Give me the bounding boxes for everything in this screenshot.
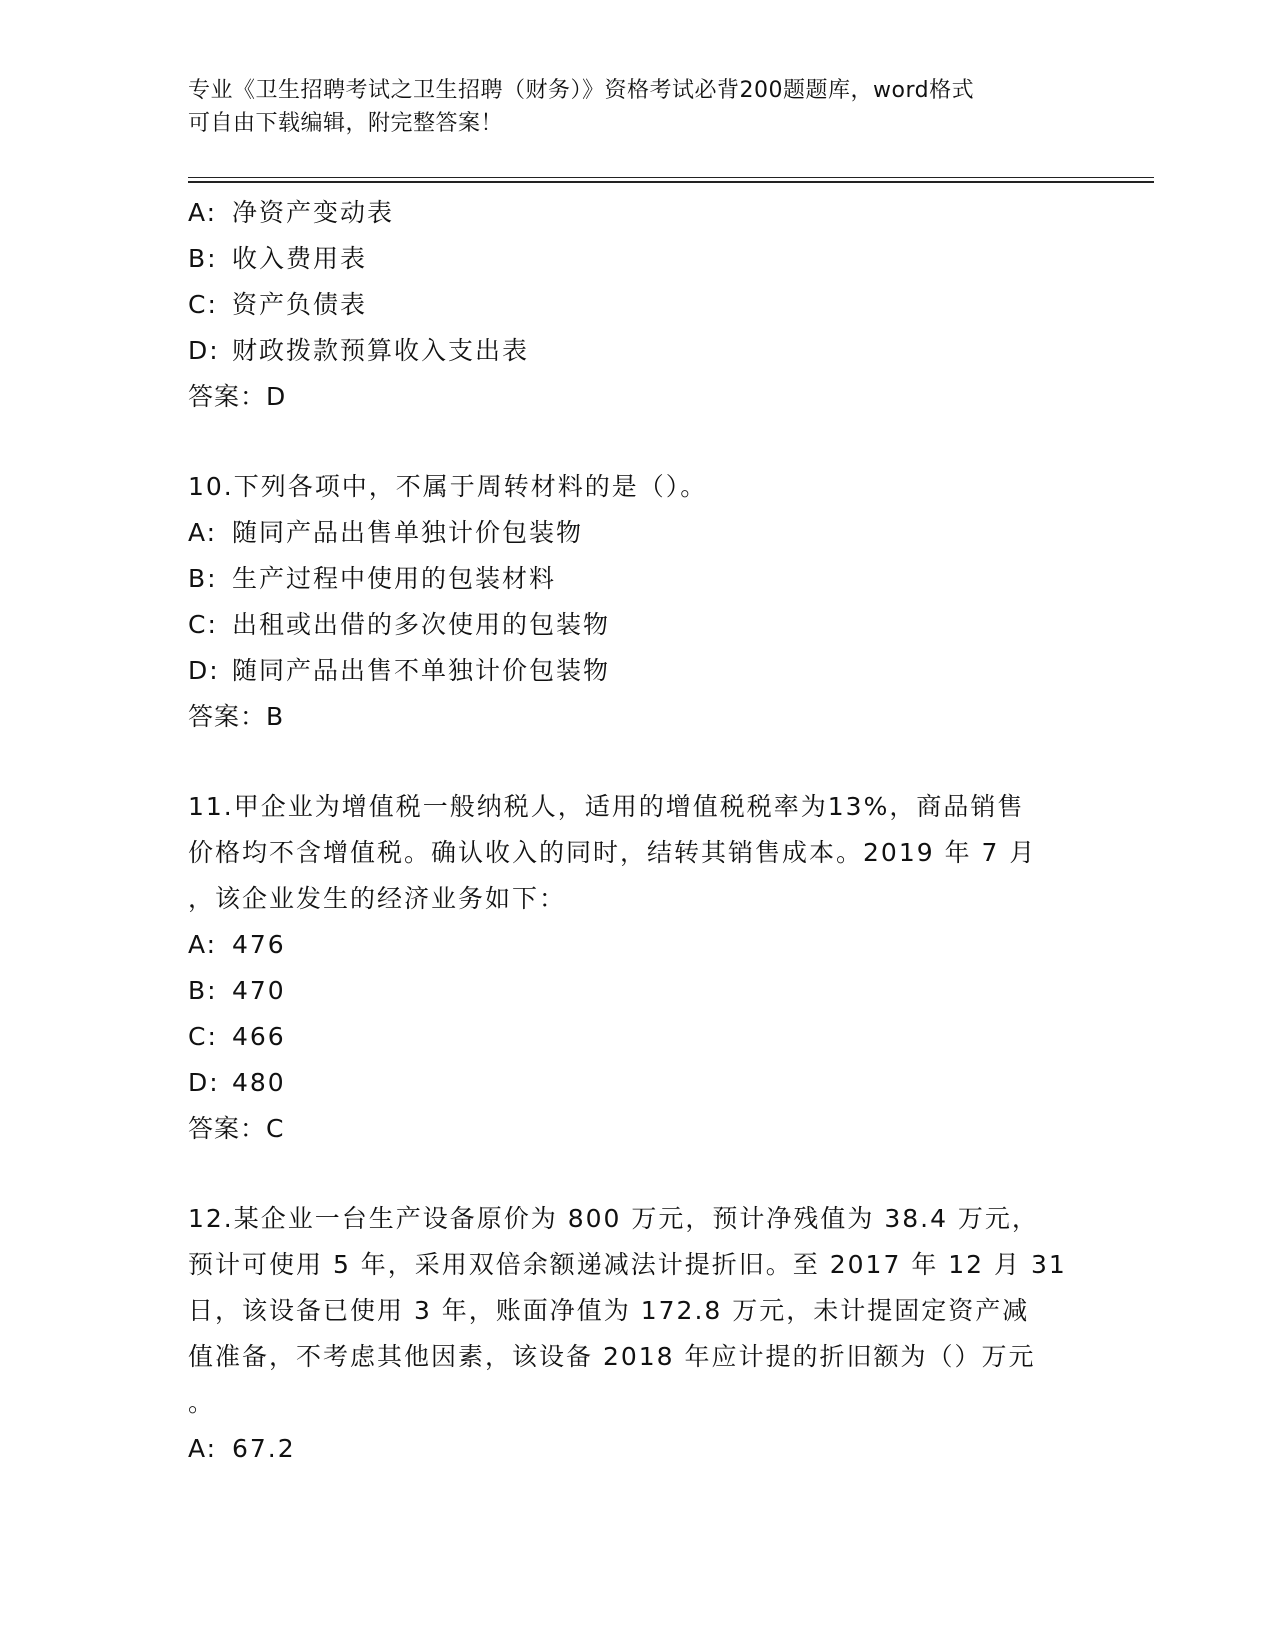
option-text: 67.2	[232, 1434, 296, 1463]
question-gap	[188, 1152, 1088, 1196]
option-text: 收入费用表	[232, 244, 368, 273]
answer-key: 答案：C	[188, 1114, 285, 1143]
answer-option	[188, 510, 1088, 556]
answer-option	[188, 1014, 1088, 1060]
answer-option	[188, 968, 1088, 1014]
question-stem-line: 值准备，不考虑其他因素，该设备 2018 年应计提的折旧额为（）万元	[188, 1342, 1036, 1371]
option-label: B:	[188, 244, 218, 273]
option-text: 470	[232, 976, 286, 1005]
answer-key: 答案：D	[188, 382, 287, 411]
header-divider-thin	[188, 177, 1154, 178]
answer-option	[188, 922, 1088, 968]
option-label: B:	[188, 564, 218, 593]
option-text: 480	[232, 1068, 286, 1097]
answer-option	[188, 236, 1088, 282]
option-text: 净资产变动表	[232, 198, 395, 227]
option-text: 资产负债表	[232, 290, 368, 319]
answer-key: 答案：B	[188, 702, 285, 731]
option-label: D:	[188, 1068, 220, 1097]
option-text: 476	[232, 930, 286, 959]
question-stem-line: 12.某企业一台生产设备原价为 800 万元，预计净残值为 38.4 万元，	[188, 1204, 1039, 1233]
answer-option	[188, 190, 1088, 236]
question-stem-line: 预计可使用 5 年，采用双倍余额递减法计提折旧。至 2017 年 12 月 31	[188, 1250, 1067, 1279]
answer-option	[188, 282, 1088, 328]
question-block	[188, 1196, 1088, 1472]
question-list	[188, 190, 1088, 1472]
option-label: C:	[188, 610, 218, 639]
question-stem-line: ，该企业发生的经济业务如下：	[188, 884, 567, 913]
document-header	[188, 74, 1068, 140]
header-divider-thick	[188, 181, 1154, 183]
option-label: A:	[188, 1434, 218, 1463]
option-label: A:	[188, 198, 218, 227]
answer-option	[188, 556, 1088, 602]
question-stem-line: 。	[188, 1388, 216, 1417]
question-stem-line: 11.甲企业为增值税一般纳税人，适用的增值税税率为13%，商品销售	[188, 792, 1025, 821]
option-label: B:	[188, 976, 218, 1005]
answer-option	[188, 328, 1088, 374]
header-line-2: 可自由下载编辑，附完整答案！	[188, 111, 504, 136]
header-line-1: 专业《卫生招聘考试之卫生招聘（财务）》资格考试必背200题题库，word格式	[188, 78, 975, 103]
question-gap	[188, 740, 1088, 784]
question-block	[188, 464, 1088, 740]
answer-option	[188, 602, 1088, 648]
question-gap	[188, 420, 1088, 464]
option-text: 财政拨款预算收入支出表	[232, 336, 530, 365]
option-text: 随同产品出售不单独计价包装物	[232, 656, 611, 685]
option-label: D:	[188, 656, 220, 685]
answer-option	[188, 1060, 1088, 1106]
option-label: D:	[188, 336, 220, 365]
option-text: 出租或出借的多次使用的包装物	[232, 610, 611, 639]
option-label: C:	[188, 1022, 218, 1051]
question-block	[188, 784, 1088, 1152]
option-text: 466	[232, 1022, 286, 1051]
question-stem-line: 10.下列各项中，不属于周转材料的是（）。	[188, 472, 708, 501]
option-label: C:	[188, 290, 218, 319]
option-text: 随同产品出售单独计价包装物	[232, 518, 584, 547]
question-stem-line: 价格均不含增值税。确认收入的同时，结转其销售成本。2019 年 7 月	[188, 838, 1037, 867]
option-text: 生产过程中使用的包装材料	[232, 564, 557, 593]
question-block	[188, 190, 1088, 420]
answer-option	[188, 648, 1088, 694]
option-label: A:	[188, 518, 218, 547]
answer-option	[188, 1426, 1088, 1472]
option-label: A:	[188, 930, 218, 959]
question-stem-line: 日，该设备已使用 3 年，账面净值为 172.8 万元，未计提固定资产减	[188, 1296, 1030, 1325]
